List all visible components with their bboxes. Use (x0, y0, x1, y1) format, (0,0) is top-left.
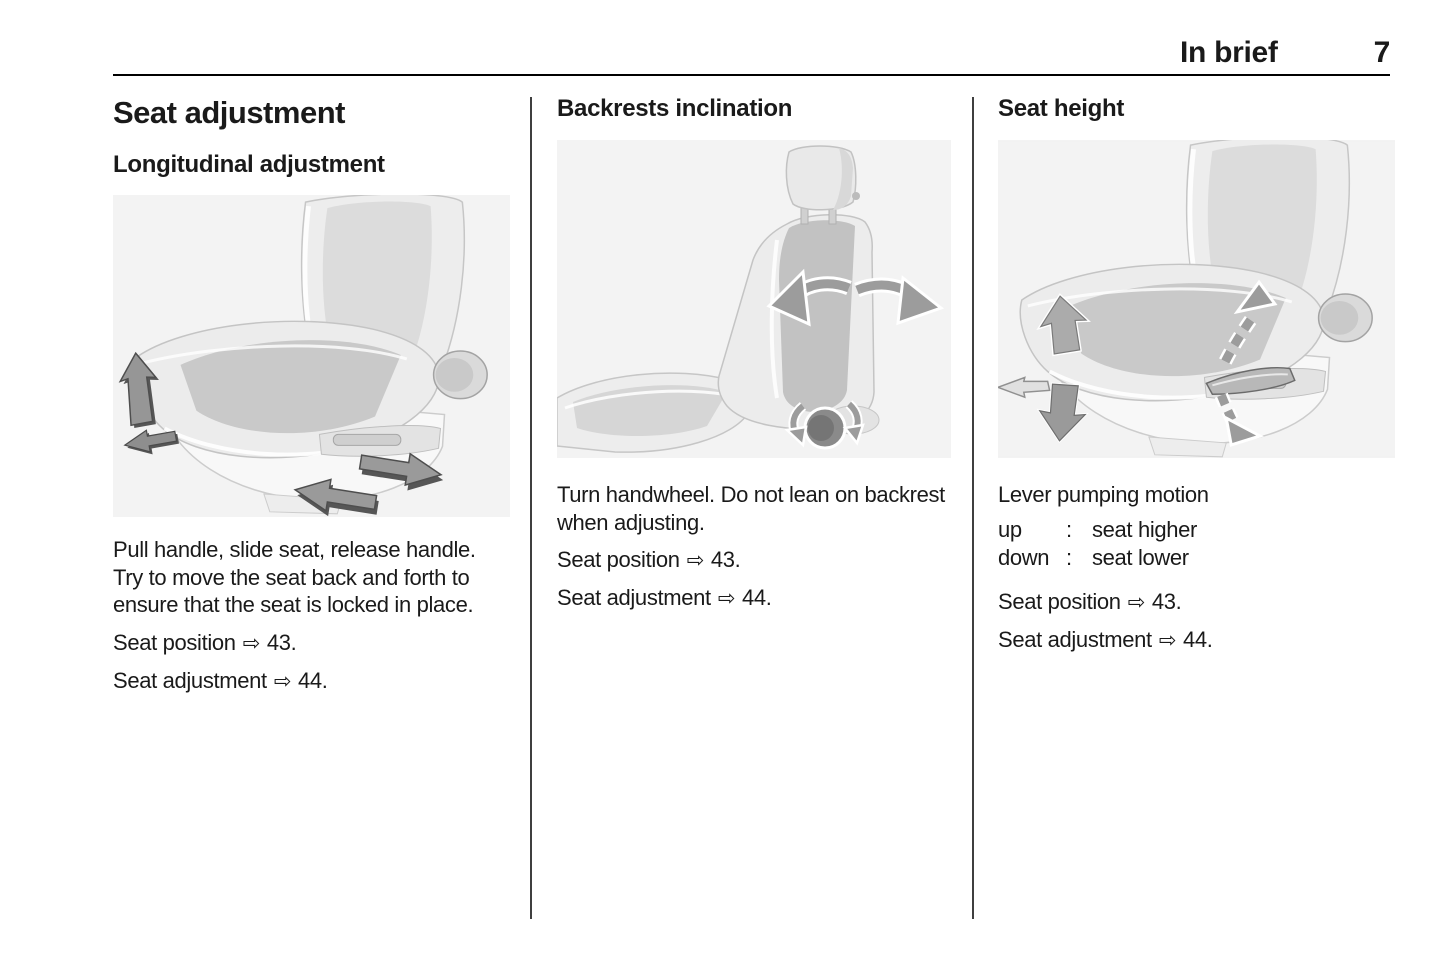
page-header (113, 36, 1390, 70)
chapter-title: In brief (1180, 36, 1278, 69)
ref-page: 43. (1151, 588, 1182, 614)
seat-longitudinal-adjustment-illustration (113, 195, 510, 517)
cross-reference (113, 667, 510, 695)
section-backrests-inclination (557, 95, 951, 612)
reference-arrow-icon: ⇨ (1158, 627, 1176, 652)
page-number: 7 (1373, 36, 1390, 69)
ref-page: 43. (710, 547, 741, 572)
column-divider (972, 97, 974, 919)
ref-label: Seat position (113, 629, 236, 655)
seat-height-adjustment-illustration (998, 140, 1395, 458)
cross-reference (113, 629, 510, 657)
reference-arrow-icon: ⇨ (242, 630, 260, 655)
definition-row (998, 516, 1395, 544)
def-term: down (998, 544, 1050, 570)
ref-label: Seat position (557, 547, 680, 572)
def-term: up (998, 516, 1022, 542)
ref-label: Seat position (998, 588, 1121, 614)
definition-row (998, 544, 1395, 572)
def-description: seat higher (1092, 516, 1198, 542)
cross-reference (998, 588, 1395, 616)
reference-arrow-icon: ⇨ (273, 668, 291, 693)
reference-arrow-icon: ⇨ (686, 548, 704, 572)
column-divider (530, 97, 532, 919)
cross-reference (557, 546, 951, 574)
definition-list (998, 516, 1395, 572)
reference-arrow-icon: ⇨ (1127, 589, 1145, 614)
header-rule (113, 74, 1390, 76)
ref-page: 44. (742, 585, 772, 610)
cross-reference (998, 626, 1395, 654)
section-title: Backrests inclination (557, 95, 793, 122)
section-seat-height (998, 95, 1395, 654)
ref-page: 44. (298, 667, 328, 693)
section-title: Seat adjustment (113, 95, 345, 130)
instruction-text: Turn handwheel. Do not lean on backrest when adjusting. (557, 482, 945, 535)
subsection-title: Longitudinal adjustment (113, 151, 385, 178)
handwheel-icon (805, 408, 845, 448)
instruction-text: Lever pumping motion (998, 482, 1209, 507)
section-title: Seat height (998, 95, 1125, 122)
ref-label: Seat adjustment (557, 585, 711, 610)
seat-backrest-inclination-illustration (557, 140, 951, 458)
instruction-text: Pull handle, slide seat, release handle. Try to move the seat back and forth to ensure that the seat is locked in place. (113, 537, 476, 617)
section-seat-adjustment (113, 95, 510, 695)
ref-label: Seat adjustment (113, 667, 267, 693)
def-separator: : (1066, 544, 1072, 570)
ref-page: 44. (1183, 626, 1213, 652)
ref-page: 43. (266, 629, 297, 655)
cross-reference (557, 584, 951, 612)
reference-arrow-icon: ⇨ (717, 586, 735, 610)
def-description: seat lower (1092, 544, 1189, 570)
ref-label: Seat adjustment (998, 626, 1152, 652)
def-separator: : (1066, 516, 1072, 542)
